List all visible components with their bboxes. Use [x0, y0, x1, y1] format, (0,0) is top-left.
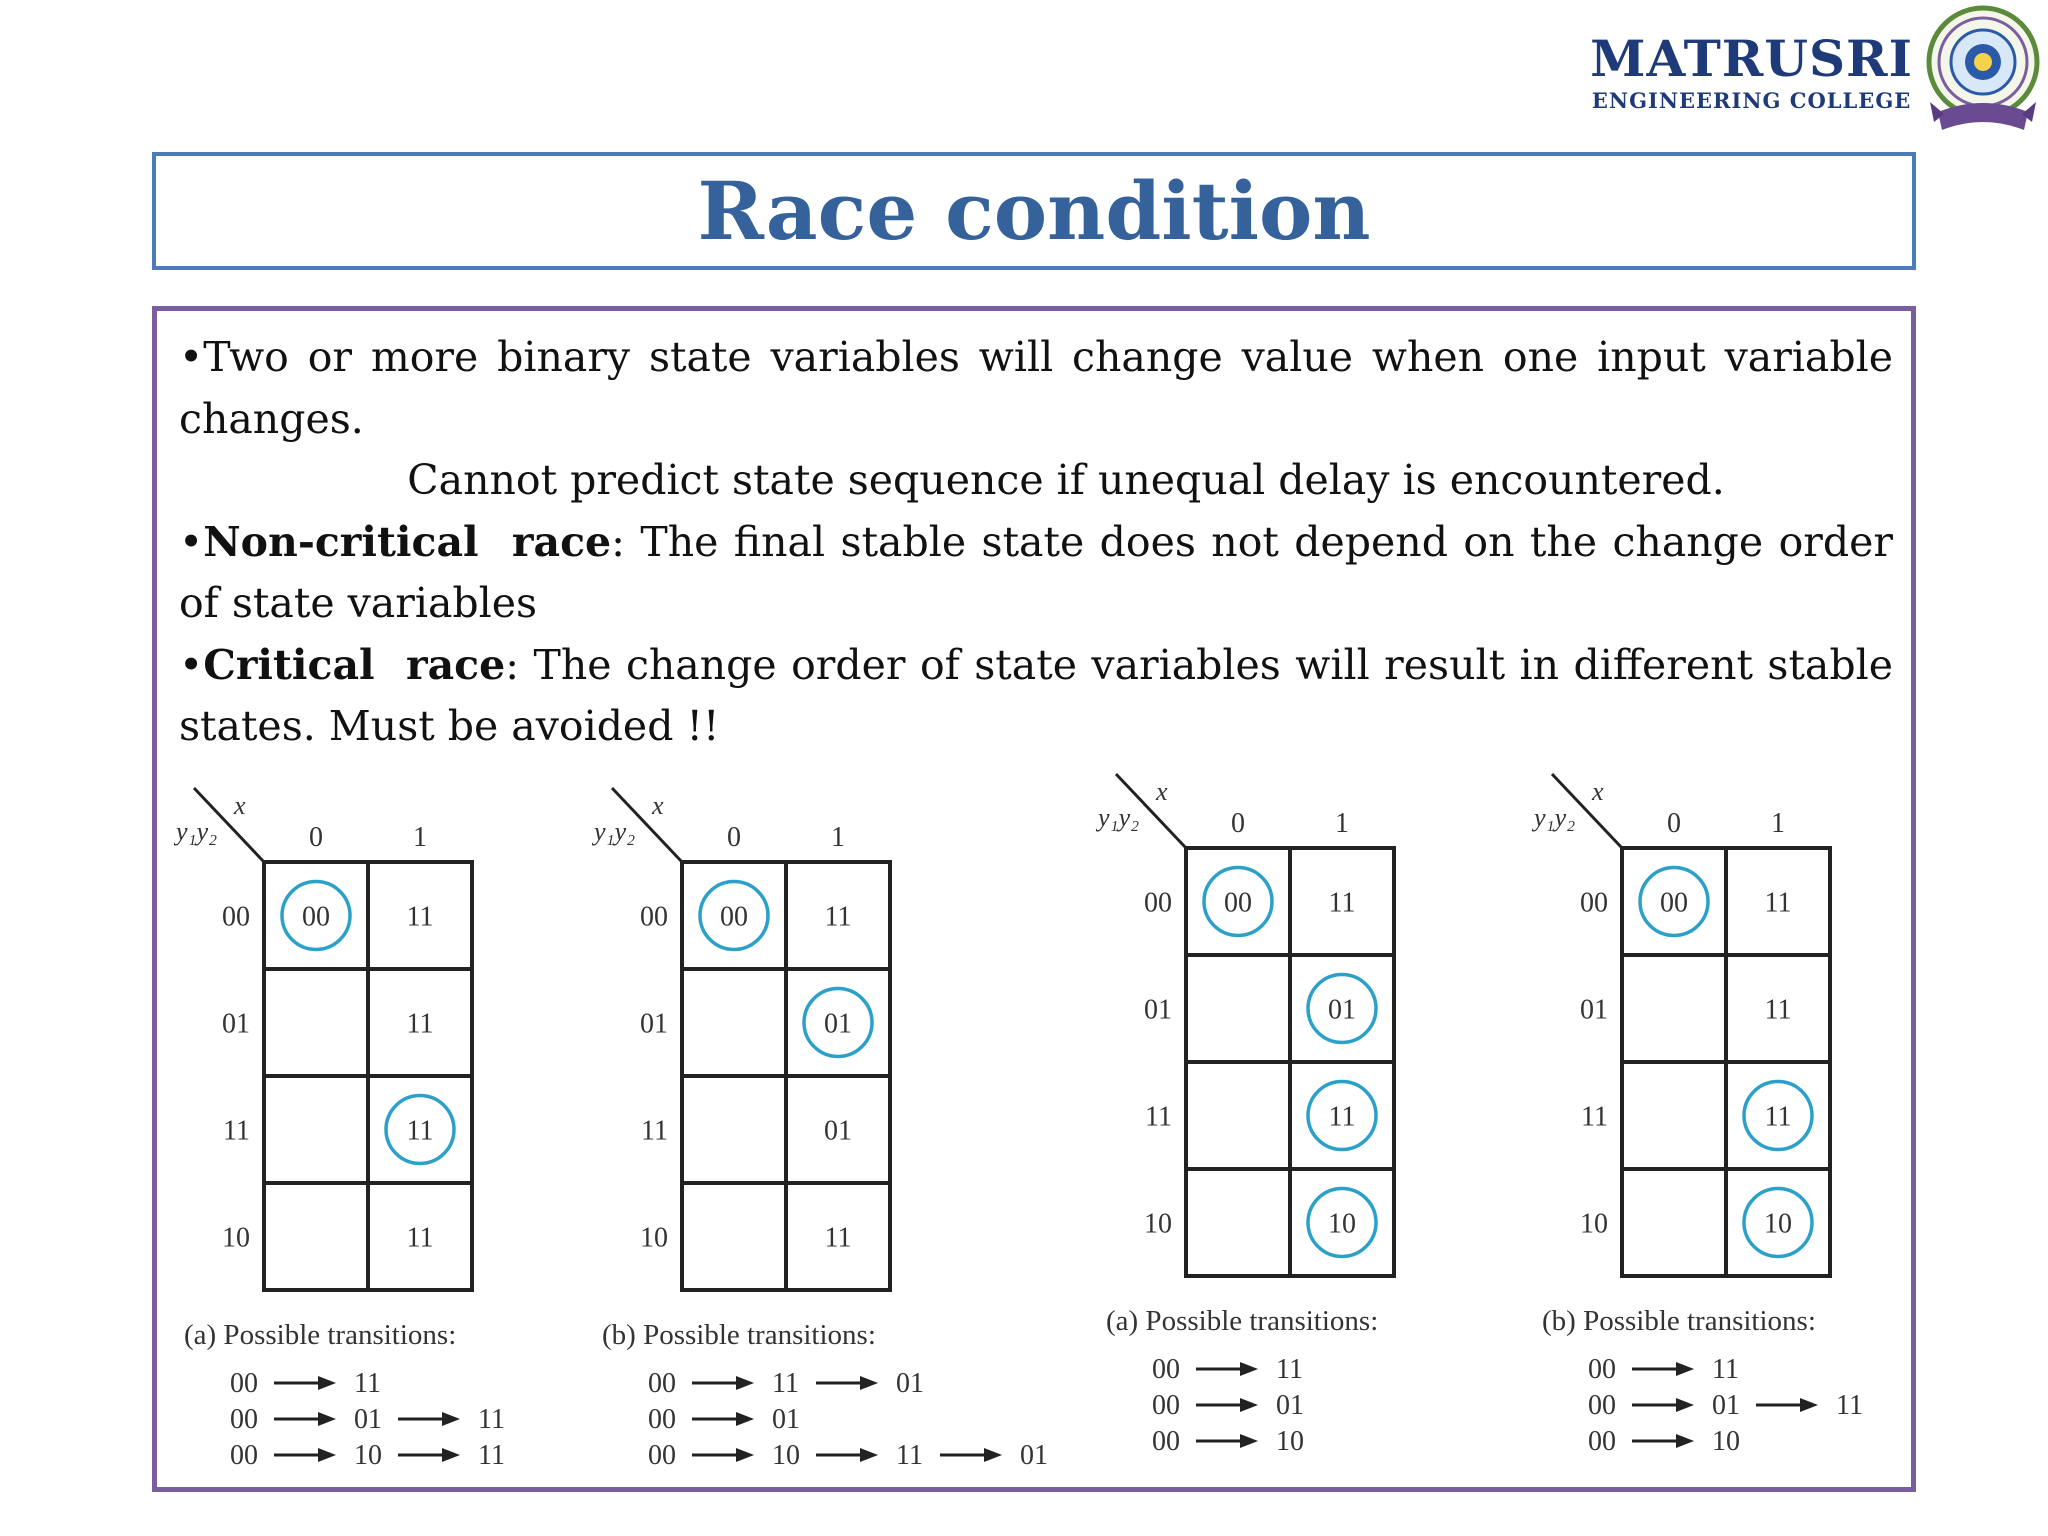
transition-state: 01: [1712, 1390, 1740, 1421]
bullet-3: [179, 635, 1893, 758]
bullet-marker: •: [179, 333, 204, 381]
transition-arrow-head: [442, 1412, 460, 1426]
transition-state: 10: [772, 1440, 800, 1471]
kmap-col-label: 0: [727, 822, 741, 853]
transitions-caption: (a) Possible transitions:: [184, 1319, 457, 1351]
transition-state: 00: [1588, 1390, 1616, 1421]
transition-arrow-head: [1676, 1434, 1694, 1448]
transition-arrow-head: [442, 1448, 460, 1462]
bullet-2-term: Non-critical race: [203, 517, 612, 566]
college-logo-text: [1590, 30, 1913, 114]
transition-arrow-head: [984, 1448, 1002, 1462]
bullet-2: [179, 512, 1893, 635]
kmap-row-label: 01: [1580, 994, 1608, 1026]
bullet-3-term: Critical race: [203, 640, 506, 689]
transition-state: 00: [1152, 1426, 1180, 1457]
kmap-figure-2: [588, 778, 1048, 1483]
kmap-cell-value: 11: [1328, 887, 1356, 919]
transition-state: 00: [1152, 1390, 1180, 1421]
kmap-cell-value: 01: [1328, 994, 1356, 1026]
transition-arrow-head: [1676, 1362, 1694, 1376]
transition-arrow-head: [736, 1448, 754, 1462]
transition-state: 10: [1712, 1426, 1740, 1457]
transition-state: 00: [230, 1404, 258, 1435]
transitions-caption: (b) Possible transitions:: [602, 1319, 876, 1351]
kmap-corner-row-label: y₁y₂: [1098, 803, 1140, 832]
kmap-corner-row-label: y₁y₂: [176, 817, 218, 846]
kmap-figure-4: [1528, 764, 1948, 1469]
kmap-cell-value: 10: [1328, 1208, 1356, 1240]
transition-arrow-head: [1676, 1398, 1694, 1412]
kmap-cell-value: 11: [824, 1222, 852, 1254]
kmap-cell-value: 11: [1328, 1101, 1356, 1133]
transitions-caption: (b) Possible transitions:: [1542, 1305, 1816, 1337]
transition-arrow-head: [1800, 1398, 1818, 1412]
transition-arrow-head: [736, 1376, 754, 1390]
college-subtitle: ENGINEERING COLLEGE: [1591, 88, 1912, 113]
transition-state: 11: [1276, 1354, 1303, 1385]
kmap-corner-col-label: x: [1592, 777, 1604, 806]
transition-state: 00: [648, 1440, 676, 1471]
college-emblem-icon: [1920, 2, 2046, 142]
transition-state: 11: [478, 1404, 505, 1435]
kmap-row-label: 10: [1144, 1208, 1172, 1240]
kmap-row-label: 10: [640, 1222, 668, 1254]
transition-arrow-head: [318, 1448, 336, 1462]
transition-state: 00: [230, 1368, 258, 1399]
transition-state: 01: [1276, 1390, 1304, 1421]
kmap-corner-row-label: y₁y₂: [594, 817, 636, 846]
transition-arrow-head: [1240, 1362, 1258, 1376]
kmap-row-label: 11: [223, 1115, 250, 1147]
transition-state: 00: [648, 1368, 676, 1399]
transition-state: 01: [1020, 1440, 1048, 1471]
kmap-row-label: 00: [222, 901, 250, 933]
transition-state: 11: [354, 1368, 381, 1399]
transition-state: 11: [1836, 1390, 1863, 1421]
transition-arrow-head: [1240, 1434, 1258, 1448]
kmap-col-label: 1: [1335, 808, 1349, 839]
transition-state: 01: [772, 1404, 800, 1435]
transition-state: 00: [1588, 1426, 1616, 1457]
kmap-row-label: 00: [1580, 887, 1608, 919]
transition-arrow-head: [1240, 1398, 1258, 1412]
transition-state: 01: [896, 1368, 924, 1399]
kmap-cell-value: 10: [1764, 1208, 1792, 1240]
bullet-1: [179, 327, 1893, 450]
kmap-corner-col-label: x: [234, 791, 246, 820]
kmap-row-label: 01: [640, 1008, 668, 1040]
transition-state: 01: [354, 1404, 382, 1435]
kmap-cell-value: 11: [1764, 1101, 1792, 1133]
kmap-corner-row-label: y₁y₂: [1534, 803, 1576, 832]
transition-state: 11: [896, 1440, 923, 1471]
kmap-row-label: 11: [641, 1115, 668, 1147]
kmap-row-label: 01: [222, 1008, 250, 1040]
title-box: [152, 152, 1916, 270]
kmap-col-label: 1: [413, 822, 427, 853]
slide-title: Race condition: [697, 164, 1371, 258]
kmap-cell-value: 11: [406, 1222, 434, 1254]
kmap-col-label: 0: [1231, 808, 1245, 839]
bullet-2-text: : The final stable state does not depend on the change order of state variables: [179, 517, 1893, 627]
bullet-marker: •: [179, 517, 204, 566]
transition-state: 00: [1588, 1354, 1616, 1385]
bullet-1-sub: Cannot predict state sequence if unequal delay is encountered.: [407, 456, 1725, 504]
kmap-row-label: 11: [1581, 1101, 1608, 1133]
kmap-col-label: 1: [1771, 808, 1785, 839]
kmap-row-label: 00: [1144, 887, 1172, 919]
transition-state: 11: [1712, 1354, 1739, 1385]
kmap-row-label: 10: [1580, 1208, 1608, 1240]
kmap-cell-value: 11: [406, 901, 434, 933]
transitions-caption: (a) Possible transitions:: [1106, 1305, 1379, 1337]
kmap-cell-value: 11: [1764, 994, 1792, 1026]
kmap-row-label: 00: [640, 901, 668, 933]
transition-state: 10: [1276, 1426, 1304, 1457]
kmap-cell-value: 00: [720, 901, 748, 933]
kmap-col-label: 1: [831, 822, 845, 853]
kmap-cell-value: 00: [1660, 887, 1688, 919]
kmap-cell-value: 00: [1224, 887, 1252, 919]
kmap-cell-value: 00: [302, 901, 330, 933]
transition-state: 00: [1152, 1354, 1180, 1385]
kmap-row-label: 10: [222, 1222, 250, 1254]
bullet-1-text: Two or more binary state variables will change value when one input variable changes.: [179, 333, 1893, 443]
transition-arrow-head: [860, 1448, 878, 1462]
transition-state: 11: [478, 1440, 505, 1471]
kmap-cell-value: 01: [824, 1115, 852, 1147]
bullet-3-text: : The change order of state variables will result in different stable states. Must be avoided !!: [179, 640, 1893, 750]
kmap-figure-1: [170, 778, 590, 1483]
transition-state: 11: [772, 1368, 799, 1399]
kmap-col-label: 0: [1667, 808, 1681, 839]
kmap-corner-col-label: x: [652, 791, 664, 820]
transition-arrow-head: [736, 1412, 754, 1426]
kmap-col-label: 0: [309, 822, 323, 853]
bullet-text: [179, 327, 1893, 758]
bullet-marker: •: [179, 640, 204, 689]
kmap-figure-3: [1092, 764, 1512, 1469]
kmap-row-label: 01: [1144, 994, 1172, 1026]
transition-state: 10: [354, 1440, 382, 1471]
transition-arrow-head: [860, 1376, 878, 1390]
transition-arrow-head: [318, 1376, 336, 1390]
kmap-cell-value: 11: [406, 1008, 434, 1040]
kmap-row-label: 11: [1145, 1101, 1172, 1133]
kmap-cell-value: 11: [406, 1115, 434, 1147]
kmap-cell-value: 11: [824, 901, 852, 933]
kmap-cell-value: 01: [824, 1008, 852, 1040]
transition-state: 00: [230, 1440, 258, 1471]
transition-arrow-head: [318, 1412, 336, 1426]
transition-state: 00: [648, 1404, 676, 1435]
kmap-cell-value: 11: [1764, 887, 1792, 919]
kmap-corner-col-label: x: [1156, 777, 1168, 806]
college-name: MATRUSRI: [1590, 29, 1913, 88]
